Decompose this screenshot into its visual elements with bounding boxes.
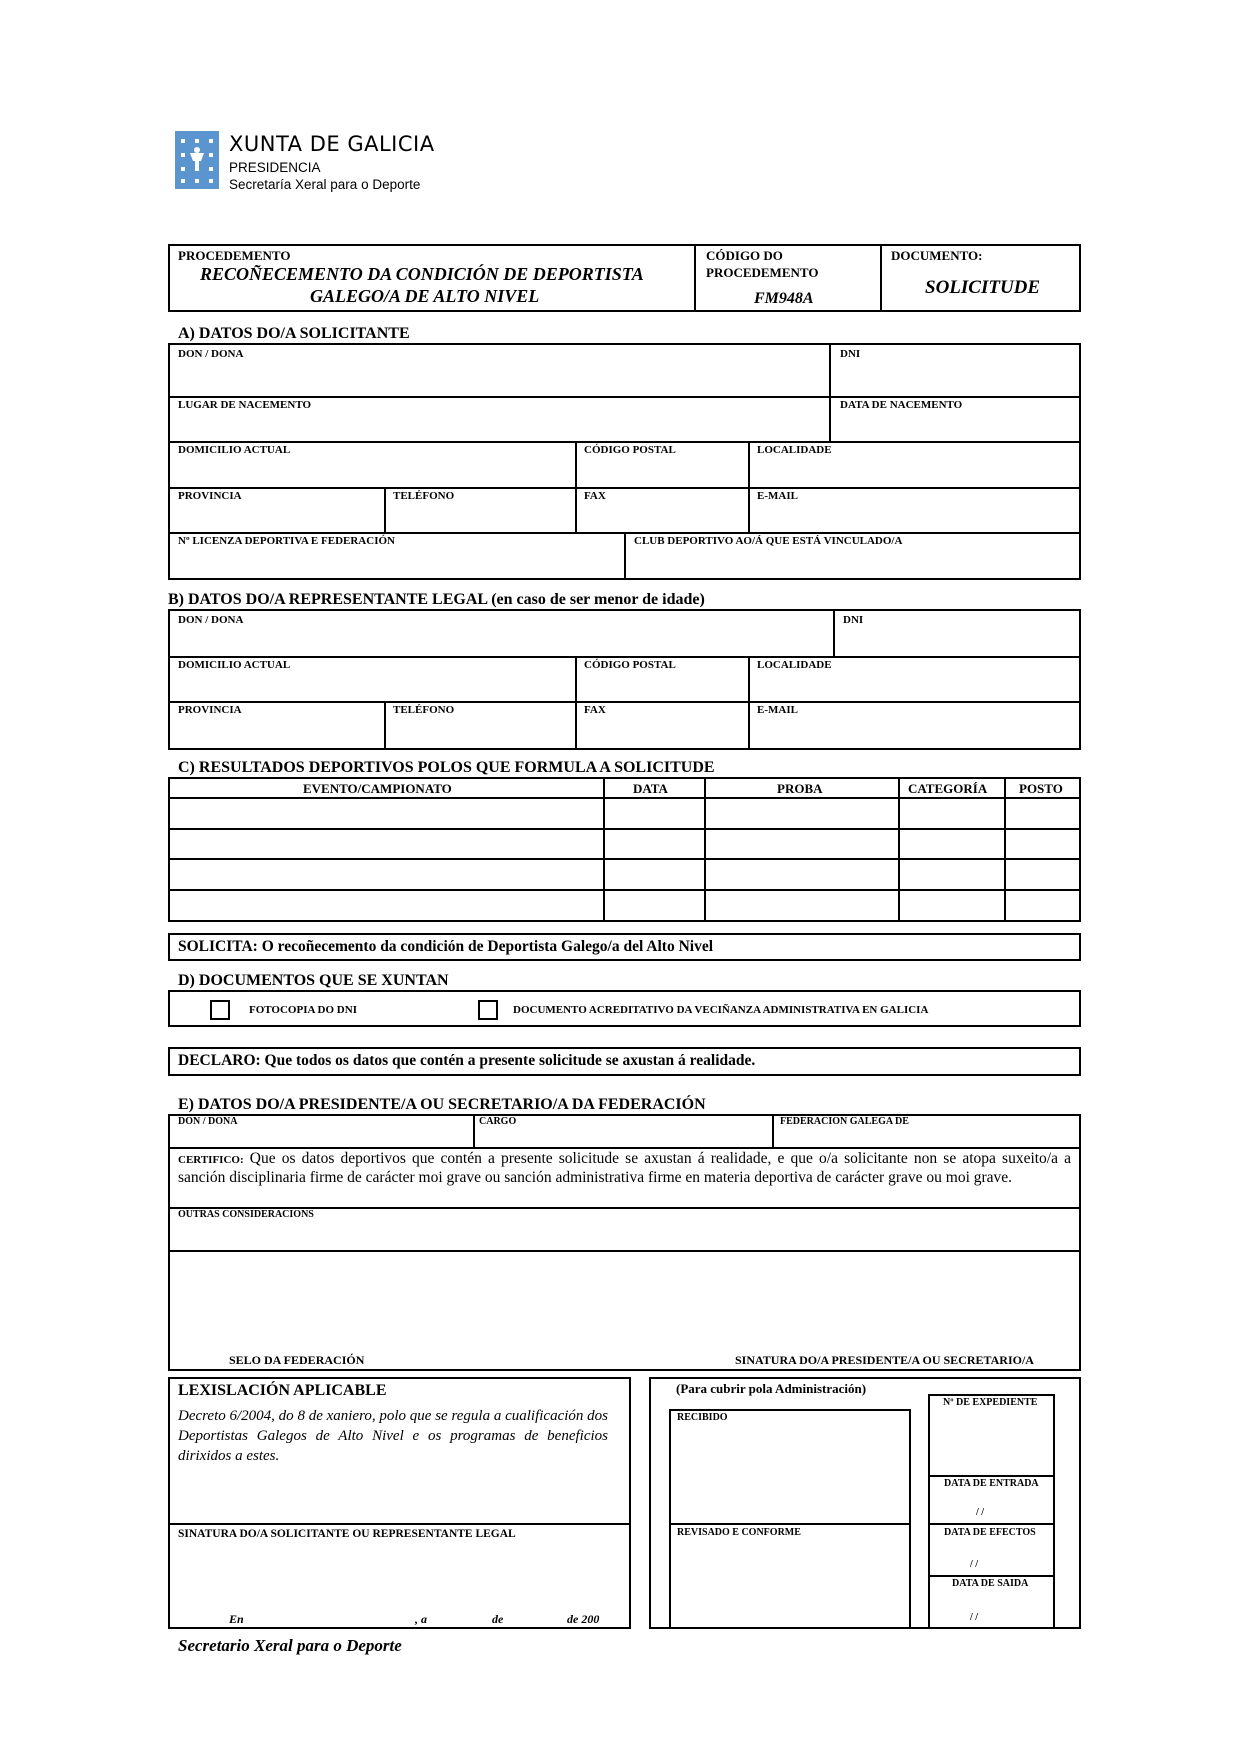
certifico-text: Que os datos deportivos que contén a presente solicitude se axustan á realidade, e que o/a solicitante non se atopa suxeito/a a sanción disciplinaria firme de carácter moi grave ou sanción administrativa firme en materia deportiva de carácter grave ou moi grave. bbox=[178, 1150, 1072, 1186]
procedure-title-line1: RECOÑECEMENTO DA CONDICIÓN DE DEPORTISTA bbox=[200, 264, 644, 284]
date-a: , a bbox=[415, 1612, 427, 1626]
solicita-text: SOLICITA: O recoñecemento da condición de Deportista Galego/a del Alto Nivel bbox=[178, 938, 713, 955]
table-row[interactable] bbox=[170, 891, 1079, 920]
data-efectos-value[interactable]: / / bbox=[970, 1559, 979, 1570]
a-fax-field[interactable]: FAX bbox=[584, 490, 606, 502]
a-club-field[interactable]: CLUB DEPORTIVO AO/Á QUE ESTÁ VINCULADO/A bbox=[634, 535, 903, 547]
a-data-nacemento-field[interactable]: DATA DE NACEMENTO bbox=[840, 399, 963, 411]
admin-title: (Para cubrir pola Administración) bbox=[676, 1381, 867, 1396]
col-posto: POSTO bbox=[1019, 781, 1063, 796]
col-evento: EVENTO/CAMPIONATO bbox=[303, 781, 452, 796]
sub-dept-name: Secretaría Xeral para o Deporte bbox=[229, 177, 421, 192]
procedure-label: PROCEDEMENTO bbox=[178, 248, 291, 263]
e-don-dona-field[interactable]: DON / DONA bbox=[178, 1116, 238, 1127]
a-codigo-postal-field[interactable]: CÓDIGO POSTAL bbox=[584, 444, 676, 456]
data-saida-value[interactable]: / / bbox=[970, 1612, 979, 1623]
document-label: DOCUMENTO: bbox=[891, 248, 983, 263]
org-name: XUNTA DE GALICIA bbox=[229, 132, 435, 156]
a-email-field[interactable]: E-MAIL bbox=[757, 490, 798, 502]
fotocopia-dni-label: FOTOCOPIA DO DNI bbox=[249, 1004, 357, 1016]
president-signature-label: SINATURA DO/A PRESIDENTE/A OU SECRETARIO/A bbox=[735, 1353, 1034, 1367]
a-licenza-field[interactable]: Nº LICENZA DEPORTIVA E FEDERACIÓN bbox=[178, 535, 395, 547]
recibido-box[interactable] bbox=[669, 1409, 911, 1629]
data-saida-label: DATA DE SAIDA bbox=[952, 1578, 1029, 1589]
col-data: DATA bbox=[633, 781, 668, 796]
b-dni-field[interactable]: DNI bbox=[843, 614, 864, 626]
a-lugar-nacemento-field[interactable]: LUGAR DE NACEMENTO bbox=[178, 399, 312, 411]
section-b-box bbox=[168, 609, 1081, 750]
code-label-1: CÓDIGO DO bbox=[706, 248, 783, 263]
a-don-dona-field[interactable]: DON / DONA bbox=[178, 348, 244, 360]
declaro-text: DECLARO: Que todos os datos que contén a presente solicitude se axustan á realidade. bbox=[178, 1052, 756, 1069]
b-domicilio-field[interactable]: DOMICILIO ACTUAL bbox=[178, 659, 291, 671]
recibido-label: RECIBIDO bbox=[677, 1412, 728, 1423]
data-efectos-label: DATA DE EFECTOS bbox=[944, 1527, 1036, 1538]
a-telefono-field[interactable]: TELÉFONO bbox=[393, 490, 455, 502]
selo-label: SELO DA FEDERACIÓN bbox=[229, 1353, 365, 1367]
b-fax-field[interactable]: FAX bbox=[584, 704, 606, 716]
procedure-code: FM948A bbox=[754, 290, 814, 307]
b-localidade-field[interactable]: LOCALIDADE bbox=[757, 659, 832, 671]
date-de: de bbox=[492, 1612, 504, 1626]
section-c-title: C) RESULTADOS DEPORTIVOS POLOS QUE FORMULA A SOLICITUDE bbox=[178, 759, 715, 776]
section-d-title: D) DOCUMENTOS QUE SE XUNTAN bbox=[178, 972, 449, 989]
place-en: En bbox=[229, 1612, 244, 1626]
galicia-emblem-icon bbox=[175, 131, 219, 189]
data-entrada-value[interactable]: / / bbox=[976, 1507, 985, 1518]
table-row[interactable] bbox=[170, 860, 1079, 888]
a-dni-field[interactable]: DNI bbox=[840, 348, 861, 360]
data-entrada-label: DATA DE ENTRADA bbox=[944, 1478, 1039, 1489]
section-b-title: B) DATOS DO/A REPRESENTANTE LEGAL (en caso de ser menor de idade) bbox=[168, 591, 705, 608]
b-codigo-postal-field[interactable]: CÓDIGO POSTAL bbox=[584, 659, 676, 671]
document-value: SOLICITUDE bbox=[925, 277, 1041, 298]
section-e-title: E) DATOS DO/A PRESIDENTE/A OU SECRETARIO/A DA FEDERACIÓN bbox=[178, 1096, 706, 1113]
b-provincia-field[interactable]: PROVINCIA bbox=[178, 704, 242, 716]
b-email-field[interactable]: E-MAIL bbox=[757, 704, 798, 716]
expediente-box[interactable] bbox=[928, 1394, 1055, 1629]
b-don-dona-field[interactable]: DON / DONA bbox=[178, 614, 244, 626]
table-row[interactable] bbox=[170, 830, 1079, 857]
vecinanza-checkbox[interactable] bbox=[478, 1000, 498, 1020]
certifico-paragraph bbox=[178, 1150, 1071, 1187]
section-a-title: A) DATOS DO/A SOLICITANTE bbox=[178, 325, 410, 342]
b-telefono-field[interactable]: TELÉFONO bbox=[393, 704, 455, 716]
lexislacion-text: Decreto 6/2004, do 8 de xaniero, polo que se regula a cualificación dos Deportistas Galegos de Alto Nivel e os programas de beneficios dirixidos a estes. bbox=[178, 1408, 608, 1464]
footer-signatory: Secretario Xeral para o Deporte bbox=[178, 1636, 402, 1655]
table-row[interactable] bbox=[170, 799, 1079, 827]
applicant-signature-label: SINATURA DO/A SOLICITANTE OU REPRESENTANTE LEGAL bbox=[178, 1528, 516, 1540]
e-cargo-field[interactable]: CARGO bbox=[479, 1116, 517, 1127]
col-proba: PROBA bbox=[777, 781, 823, 796]
e-federacion-field[interactable]: FEDERACION GALEGA DE bbox=[780, 1116, 909, 1127]
revisado-label: REVISADO E CONFORME bbox=[677, 1527, 801, 1538]
a-provincia-field[interactable]: PROVINCIA bbox=[178, 490, 242, 502]
expediente-label: Nº DE EXPEDIENTE bbox=[943, 1397, 1038, 1408]
code-label-2: PROCEDEMENTO bbox=[706, 265, 819, 280]
xunta-logo bbox=[175, 131, 219, 189]
dept-name: PRESIDENCIA bbox=[229, 160, 321, 175]
col-categoria: CATEGORÍA bbox=[908, 781, 988, 796]
lexislacion-title: LEXISLACIÓN APLICABLE bbox=[178, 1382, 387, 1399]
procedure-title-line2: GALEGO/A DE ALTO NIVEL bbox=[310, 286, 540, 306]
date-de-year: de 200 bbox=[567, 1612, 600, 1626]
fotocopia-dni-checkbox[interactable] bbox=[210, 1000, 230, 1020]
outras-consideracions-field[interactable]: OUTRAS CONSIDERACIONS bbox=[178, 1209, 314, 1220]
vecinanza-label: DOCUMENTO ACREDITATIVO DA VECIÑANZA ADMINISTRATIVA EN GALICIA bbox=[513, 1004, 929, 1016]
a-localidade-field[interactable]: LOCALIDADE bbox=[757, 444, 832, 456]
certifico-label: CERTIFICO: bbox=[178, 1154, 244, 1166]
a-domicilio-field[interactable]: DOMICILIO ACTUAL bbox=[178, 444, 291, 456]
